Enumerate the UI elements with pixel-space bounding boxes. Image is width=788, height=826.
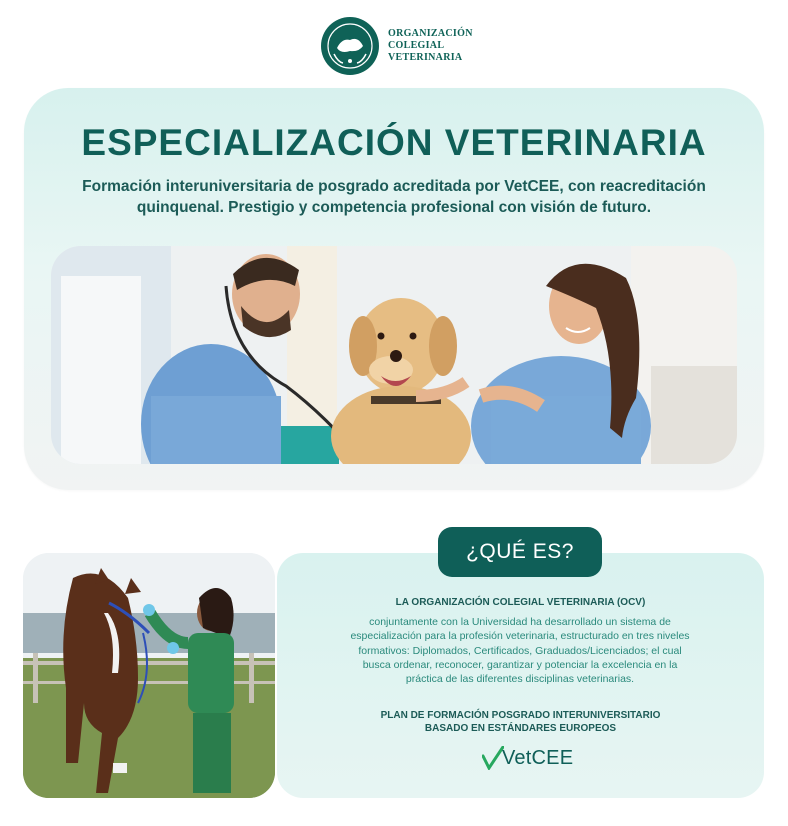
hero-subtitle — [60, 176, 728, 218]
vetcee-logo-text — [502, 747, 573, 770]
hero-photo-vets-with-dog — [51, 246, 737, 464]
hero-subtitle-line-1: Formación interuniversitaria de posgrado acreditada por VetCEE, con reacreditación — [82, 178, 706, 195]
horse-vet-photo — [23, 553, 275, 798]
vets-dog-illustration — [51, 246, 737, 464]
plan-text — [277, 709, 764, 735]
logo-line-1: ORGANIZACIÓN — [388, 28, 473, 39]
logo-line-2: COLEGIAL — [388, 40, 445, 51]
info-body-text — [340, 615, 700, 686]
horse-vet-illustration — [23, 553, 275, 798]
page-title: ESPECIALIZACIÓN VETERINARIA — [81, 122, 707, 163]
que-es-badge: ¿QUÉ ES? — [438, 527, 602, 577]
ocv-logo — [320, 16, 473, 76]
info-body-line-4: busca ordenar, reconocer, garantizar y potenciar la excelencia en la — [362, 658, 678, 671]
vetcee-check-icon — [482, 746, 504, 770]
org-title: LA ORGANIZACIÓN COLEGIAL VETERINARIA (OCV) — [395, 597, 646, 608]
info-body-line-2: especialización para la profesión veterinaria, estructurado en tres niveles — [350, 630, 690, 643]
ocv-logo-text — [388, 28, 473, 64]
vetcee-logo — [482, 746, 573, 770]
plan-line-2: BASADO EN ESTÁNDARES EUROPEOS — [424, 723, 617, 734]
ocv-seal-icon — [320, 16, 380, 76]
logo-line-3: VETERINARIA — [388, 52, 463, 63]
vetcee-wordmark: VetCEE — [502, 746, 574, 769]
info-body-line-1: conjuntamente con la Universidad ha desarrollado un sistema de — [369, 616, 671, 628]
info-body-line-5: práctica de las diferentes disciplinas veterinarias. — [405, 673, 635, 686]
plan-line-1: PLAN DE FORMACIÓN POSGRADO INTERUNIVERSITARIO — [380, 710, 661, 721]
info-body-line-3: formativos: Diplomados, Certificados, Graduados/Licenciados; el cual — [358, 644, 682, 657]
hero-subtitle-line-2: quinquenal. Prestigio y competencia profesional con visión de futuro. — [136, 199, 652, 216]
